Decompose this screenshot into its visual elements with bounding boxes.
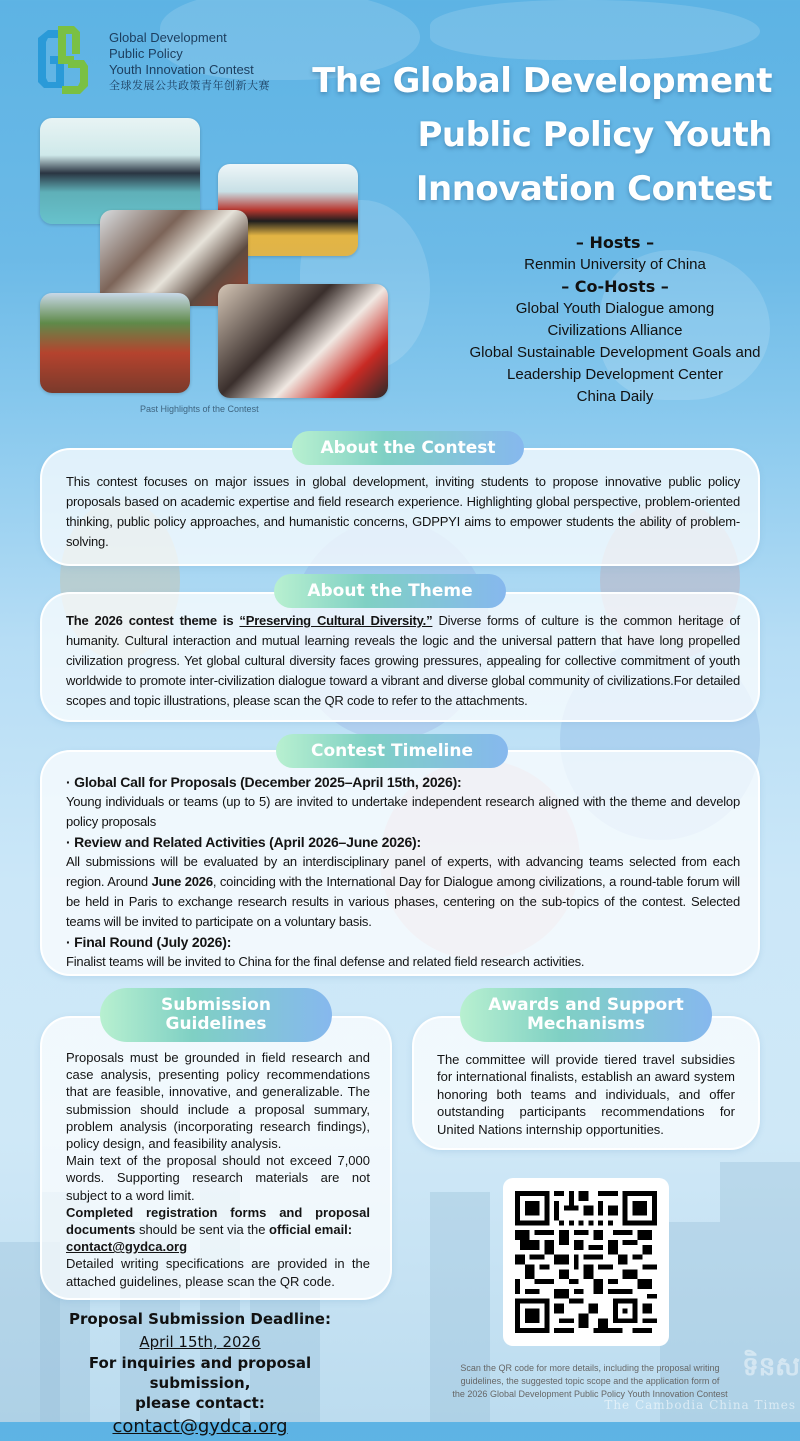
inquiry-line-2: please contact: — [135, 1394, 265, 1412]
qr-caption — [425, 1362, 755, 1401]
theme-lead: The 2026 contest theme is — [66, 613, 240, 628]
about-theme-text — [66, 611, 740, 711]
watermark-khmer: ទិនស — [742, 1352, 800, 1382]
submission-text — [66, 1049, 370, 1290]
inquiry-line-1: For inquiries and proposal submission, — [88, 1354, 312, 1392]
submission-heading-line-2: Guidelines — [165, 1014, 267, 1034]
qr-caption-line-3: the 2026 Global Development Public Policy Youth Innovation Contest — [452, 1389, 728, 1399]
panel-stage-photo — [40, 118, 200, 224]
phase-2-text-b: , coinciding with the International Day for Dialogue among civilizations, a round-table forum will be held in Paris to exchange research results in various phases, centering on the sub-topics of the contest. Selected teams will be invited to participate on a voluntary basis. — [66, 874, 740, 929]
submission-p3 — [66, 1204, 370, 1238]
qr-code-icon — [515, 1190, 657, 1334]
submission-p1: Proposals must be grounded in field research and case analysis, presenting policy recommendations that are feasible, innovative, and generalizable. The submission should include a proposal summary, problem analysis (incorporating research findings), policy design, and feasibility analysis. — [66, 1050, 370, 1152]
world-map-decoration — [430, 0, 760, 60]
hosts-block — [430, 232, 800, 408]
submission-heading — [100, 988, 332, 1042]
submission-p2: Main text of the proposal should not exceed 7,000 words. Supporting research materials are not subject to a word limit. — [66, 1153, 370, 1203]
awards-text: The committee will provide tiered travel subsidies for international finalists, establish an award system honoring both teams and individuals, and offer outstanding participants recommendations for United Nations internship opportunities. — [437, 1052, 735, 1137]
awards-heading — [460, 988, 712, 1042]
hanfu-group-photo — [40, 293, 190, 393]
phase-2-text-a: All submissions will be evaluated by an interdisciplinary panel of experts, with advancing teams selected from each region. Around — [66, 854, 740, 889]
timeline-phase-2-text — [66, 852, 740, 932]
phase-2-date: June 2026 — [151, 874, 213, 889]
submission-p4: Detailed writing specifications are provided in the attached guidelines, please scan the QR code. — [66, 1256, 370, 1289]
submission-p3-bold2: official email: — [269, 1222, 353, 1238]
hosts-heading: – Hosts – — [575, 233, 655, 252]
awards-heading-line-2: Mechanisms — [527, 1014, 645, 1034]
submission-email[interactable]: contact@gydca.org — [66, 1239, 188, 1255]
title-line-1: The Global Development — [312, 61, 772, 101]
theme-description: Diverse forms of culture is the common heritage of humanity. Cultural interaction and mutual learning reveals the logic and the universal pattern that have long propelled civilization progress. Yet global cultural diversity faces growing pressures, appealing for collective commitment of youth worldwide to promote inter-civilization dialogue toward a vibrant and diverse global community of civilizations.For detailed scopes and topic illustrations, please scan the QR code to refer to the attachments. — [66, 613, 740, 708]
about-contest-text: This contest focuses on major issues in global development, inviting students to propose innovative public policy proposals based on academic expertise and field research experience. Highlighting global perspective, problem-oriented thinking, public policy approaches, and humanistic concerns, GDPPYI aims to empower students the ability of problem-solving. — [66, 474, 740, 549]
cohosts-heading: – Co-Hosts – — [561, 277, 669, 296]
title-line-2: Public Policy Youth — [417, 115, 772, 155]
submission-p3-mid: should be sent via the — [135, 1222, 270, 1238]
about-theme-heading: About the Theme — [274, 574, 506, 608]
deadline-block — [40, 1307, 360, 1441]
gallery-caption: Past Highlights of the Contest — [140, 404, 259, 414]
timeline-phase-1-text: Young individuals or teams (up to 5) are invited to undertake independent research aligned with the theme and develop policy proposals — [66, 794, 740, 829]
title-line-3: Innovation Contest — [415, 169, 772, 209]
timeline-phase-3-title: · Final Round (July 2026): — [66, 934, 232, 950]
logo-line-chinese: 全球发展公共政策青年创新大赛 — [109, 79, 270, 92]
qr-caption-line-1: Scan the QR code for more details, including the proposal writing — [460, 1363, 720, 1373]
timeline-text — [66, 772, 740, 972]
contact-email-link[interactable]: contact@gydca.org — [112, 1416, 288, 1437]
submission-email-link[interactable] — [66, 1238, 370, 1255]
timeline-phase-3-text: Finalist teams will be invited to China for the final defense and related field research activities. — [66, 954, 585, 969]
cohost-line: Global Youth Dialogue among — [515, 300, 715, 317]
submission-p3-bold: Completed registration forms and proposal documents — [66, 1204, 370, 1238]
logo-line-2: Public Policy — [109, 46, 183, 61]
submission-heading-line-1: Submission — [161, 995, 271, 1015]
theme-name: “Preserving Cultural Diversity.” — [239, 613, 433, 628]
deadline-date: April 15th, 2026 — [139, 1333, 261, 1351]
logo-line-3: Youth Innovation Contest — [109, 62, 254, 77]
awards-heading-line-1: Awards and Support — [488, 995, 684, 1015]
watermark-text: The Cambodia China Times — [604, 1398, 796, 1412]
cohost-line: Leadership Development Center — [507, 366, 723, 383]
timeline-heading: Contest Timeline — [276, 734, 508, 768]
conference-group-photo — [218, 284, 388, 398]
cohost-line: Global Sustainable Development Goals and — [469, 344, 761, 361]
qr-caption-line-2: guidelines, the suggested topic scope and the application form of — [460, 1376, 720, 1386]
deadline-label: Proposal Submission Deadline: — [69, 1310, 331, 1328]
timeline-phase-1-title: · Global Call for Proposals (December 2025–April 15th, 2026): — [66, 774, 462, 790]
logo-line-1: Global Development — [109, 30, 227, 45]
gpy-logo-icon — [34, 24, 90, 96]
cohost-line: Civilizations Alliance — [547, 322, 683, 339]
cohost-line: China Daily — [576, 388, 654, 405]
page-title — [312, 54, 772, 216]
logo-wordmark — [109, 30, 270, 94]
about-contest-heading: About the Contest — [292, 431, 524, 465]
qr-code — [503, 1178, 669, 1346]
timeline-phase-2-title: · Review and Related Activities (April 2026–June 2026): — [66, 834, 421, 850]
host-name: Renmin University of China — [524, 256, 706, 273]
